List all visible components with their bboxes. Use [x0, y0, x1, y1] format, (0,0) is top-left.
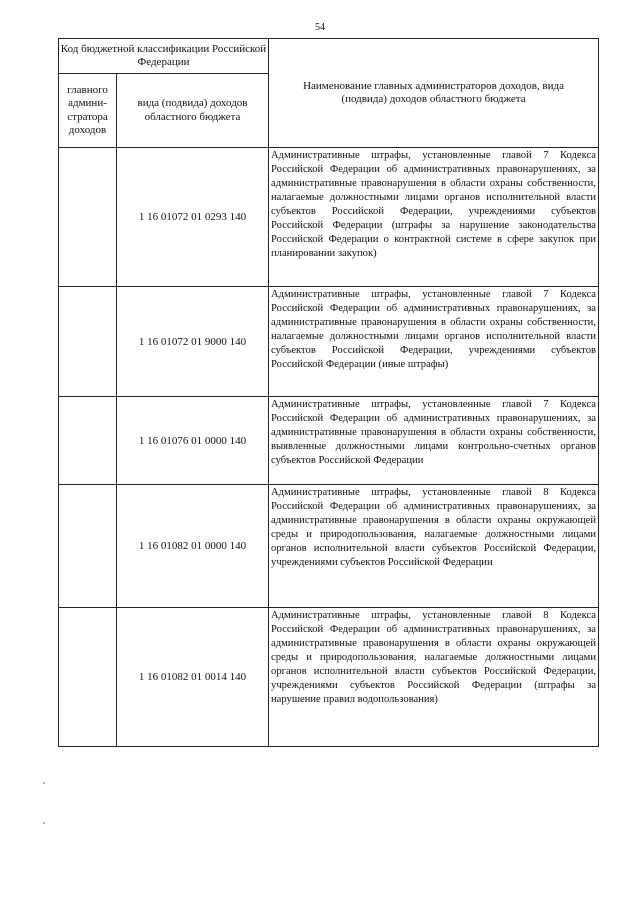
- admin-code-cell: [59, 608, 117, 747]
- revenue-name-cell: Административные штрафы, установленные главой 7 Кодекса Российской Федерации об административных правонарушениях, за административные правонарушения в области охраны собственности, выявленные должностными лицами контрольно-счетных органов субъектов Российской Федерации: [269, 397, 599, 485]
- revenue-name-cell: Административные штрафы, установленные главой 8 Кодекса Российской Федерации об административных правонарушениях, за административные правонарушения в области охраны окружающей среды и природопользования, налагаемые должностными лицами органов исполнительной власти субъектов Российской Федерации, учреждениями субъектов Российской Федерации: [269, 485, 599, 608]
- table-row: [59, 397, 599, 485]
- scan-speck: [43, 782, 45, 784]
- revenue-code-cell: 1 16 01072 01 0293 140: [117, 148, 269, 287]
- revenue-code-cell: 1 16 01082 01 0014 140: [117, 608, 269, 747]
- revenue-code-cell: 1 16 01082 01 0000 140: [117, 485, 269, 608]
- table-row: [59, 287, 599, 397]
- revenue-code-cell: 1 16 01072 01 9000 140: [117, 287, 269, 397]
- revenue-name-cell: Административные штрафы, установленные главой 8 Кодекса Российской Федерации об административных правонарушениях, за административные правонарушения в области охраны окружающей среды и природопользования, налагаемые должностными лицами органов исполнительной власти субъектов Российской Федерации, учреждениями субъектов Российской Федерации (штрафы за нарушение правил водопользования): [269, 608, 599, 747]
- revenue-code-cell: 1 16 01076 01 0000 140: [117, 397, 269, 485]
- table-row: [59, 148, 599, 287]
- table-row: [59, 485, 599, 608]
- revenue-name-cell: Административные штрафы, установленные главой 7 Кодекса Российской Федерации об административных правонарушениях, за административные правонарушения в области охраны собственности, налагаемые должностными лицами органов исполнительной власти субъектов Российской Федерации, учреждениями субъектов Российской Федерации (иные штрафы): [269, 287, 599, 397]
- admin-code-cell: [59, 397, 117, 485]
- header-admin-column: главного админи-стратора доходов: [59, 74, 117, 148]
- header-code-group: Код бюджетной классификации Российской Федерации: [59, 39, 269, 74]
- header-name-column: Наименование главных администраторов доходов, вида (подвида) доходов областного бюджета: [269, 39, 599, 148]
- page-number: 54: [315, 22, 325, 33]
- budget-classification-table: [58, 38, 599, 747]
- table-row: [59, 608, 599, 747]
- admin-code-cell: [59, 485, 117, 608]
- scan-speck: [43, 822, 45, 824]
- header-type-column: вида (подвида) доходов областного бюджета: [117, 74, 269, 148]
- admin-code-cell: [59, 287, 117, 397]
- revenue-name-cell: Административные штрафы, установленные главой 7 Кодекса Российской Федерации об административных правонарушениях, за административные правонарушения в области охраны собственности, налагаемые должностными лицами органов исполнительной власти субъектов Российской Федерации, учреждениями субъектов Российской Федерации (штрафы за нарушение законодательства Российской Федерации о контрактной системе в сфере закупок при планировании закупок): [269, 148, 599, 287]
- admin-code-cell: [59, 148, 117, 287]
